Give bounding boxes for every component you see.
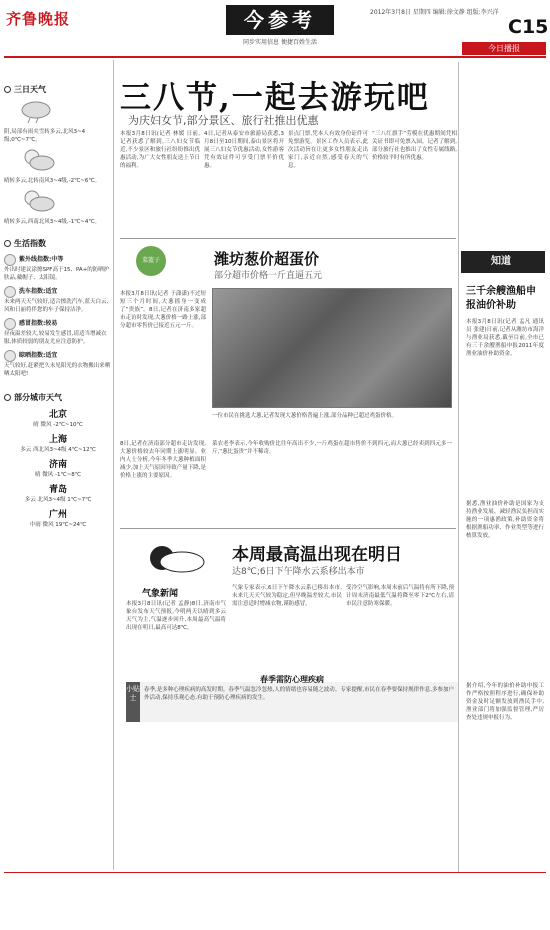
cloudy-rain-icon	[18, 98, 58, 124]
city-weather: 晴 微风 -1℃~8℃	[35, 472, 81, 478]
index-item	[4, 318, 112, 346]
city-weather: 多云 西北风3~4级 4℃~12℃	[20, 447, 96, 453]
top-rule	[4, 56, 546, 58]
section-rule	[120, 238, 456, 239]
bullet-icon	[4, 86, 11, 93]
article-paragraph: 受冷空气影响,本周末前后气温将有所下降,预计周末济南最低气温将降至零下2℃左右,请市民注意防寒保暖。	[346, 585, 454, 607]
right-headline: 三千余艘渔船申报油价补助	[466, 286, 536, 311]
day-forecast: 阴,局部有雨夹雪转多云,北风3~4级,0℃~7℃。	[4, 129, 86, 143]
index-desc: 天气较好,赶紧把久未见阳光的衣物搬出来晒晒太阳吧!	[4, 363, 111, 377]
scallion-photo	[212, 288, 452, 408]
article-headline: 潍坊葱价超蛋价	[214, 250, 320, 268]
city-name: 上海	[48, 435, 67, 445]
weather-title: 三日天气	[14, 85, 46, 94]
index-heading	[4, 238, 112, 249]
article-headline: 本周最高温出现在明日	[232, 545, 402, 565]
city-name: 广州	[48, 510, 67, 520]
city-weather: 晴 微风 -2℃~10℃	[33, 422, 83, 428]
index-item	[4, 350, 112, 378]
dateline: 2012年3月8日 星期四 编辑:徐文静 组版:李兴洋	[370, 9, 499, 16]
city-item	[4, 432, 112, 453]
weather-news-icon	[142, 542, 214, 584]
photo-caption: 一位市民在挑选大葱,记者发现大葱价格普遍上涨,部分品种已超过鸡蛋价格。	[212, 413, 397, 419]
article-subheadline: 达8℃;6日下午降水云系移出本市	[232, 567, 365, 577]
cities-heading	[4, 392, 112, 403]
right-paragraph: 本报3月8日讯(记者 孟凡 通讯员 张建)日前,记者从潍坊市海洋与渔业局获悉,截至目前,全市已有三千余艘渔船申报2011年度渔业油价补助资金。	[466, 319, 544, 357]
page-number: C15	[508, 16, 549, 38]
lead-paragraph: “三八红旗手”劳模在优惠期间凭相关证书即可免票入园。记者了解到,部分旅行社也推出了女性专属线路,价格较平时有所优惠。	[372, 131, 457, 161]
index-desc: 昼夜温差较大,较易发生感冒,请适当增减衣服,体质较弱的朋友尤应注意防护。	[4, 331, 107, 345]
city-name: 青岛	[48, 485, 67, 495]
right-paragraph: 据介绍,今年的油价补助申报工作严格按照程序进行,确保补助资金及时足额发放到渔民手中,渔业部门将加强监督管理,严厉查处违规申报行为。	[466, 683, 544, 721]
lead-paragraph: 4日,记者从泰安市旅游局获悉,3月8日至10日期间,泰山景区将开展三八妇女节优惠活动,女性游客凭有效证件可享受门票半价优惠。	[204, 131, 284, 169]
sun-cloud-icon	[18, 188, 58, 214]
article-paragraph: 本报3月8日讯(记者 于潇潇)不过短短三个月时间,大葱摇身一变成了“贵族”。8日,记者在济南多家超市走访时发现,大葱价格一路上涨,部分超市零售价已接近五元一斤。	[120, 291, 206, 329]
vegetable-basket-badge	[136, 246, 166, 276]
article-paragraph: 8日,记者在济南部分超市走访发现,大葱价格较去年同期上涨明显。业内人士分析,今年冬季大葱种植面积减少,加上天气原因导致产量下降,是价格上涨的主要原因。	[120, 441, 206, 479]
city-name: 济南	[48, 460, 67, 470]
article-paragraph: 气象专家表示,6日下午降水云系已移出本市,未来几天天气较为稳定,但早晚温差较大,市民需注意适时增减衣物,谨防感冒。	[232, 585, 342, 607]
city-weather: 多云 北风3~4级 1℃~7℃	[24, 497, 92, 503]
city-item	[4, 482, 112, 503]
lead-paragraph: 景点门票,凭本人有效身份证件可免票游览。景区工作人员表示,此次活动旨在让更多女性朋友走出家门,亲近自然,感受春天的气息。	[288, 131, 368, 169]
article-paragraph: 本报3月8日讯(记者 孟静)8日,济南市气象台发布天气预报,今明两天以晴到多云天气为主,气温逐步回升,本周最高气温将出现在明日,最高可达8℃。	[126, 601, 226, 631]
lead-headline: 三八节,一起去游玩吧	[120, 80, 430, 116]
know-section-header	[461, 251, 545, 273]
column-divider	[458, 62, 459, 872]
lead-paragraph: 本报3月8日讯(记者 林媛 日前,记者获悉了解到,三八妇女节临近,不少景区和旅行社纷纷推出优惠活动,为广大女性朋友送上节日的福利。	[120, 131, 200, 169]
city-name: 北京	[48, 410, 67, 420]
bottom-rule	[4, 872, 546, 873]
drying-icon	[4, 350, 16, 362]
car-wash-icon	[4, 286, 16, 298]
index-title: 生活指数	[14, 239, 46, 248]
city-item	[4, 507, 112, 528]
tips-title: 春季需防心理疾病	[260, 675, 324, 684]
cold-icon	[4, 318, 16, 330]
right-paragraph: 据悉,渔业油价补助是国家为支持渔业发展、减轻渔民负担而实施的一项惠渔政策,补助资金将根据渔船功率、作业类型等进行核算发放。	[466, 501, 544, 539]
cities-title: 部分城市天气	[14, 393, 62, 402]
index-item	[4, 254, 112, 282]
sun-cloud-icon	[18, 147, 58, 173]
index-name: 晾晒指数:适宜	[19, 352, 58, 359]
city-item	[4, 457, 112, 478]
index-desc: 外出时建议涂擦SPF高于15、PA+的防晒护肤品,戴帽子、太阳镜。	[4, 267, 110, 281]
badge-label: 菜篮子	[141, 257, 160, 264]
bullet-icon	[4, 240, 11, 247]
index-name: 感冒指数:较易	[19, 320, 58, 327]
weather-news-tag: 气象新闻	[142, 589, 179, 599]
bullet-icon	[4, 394, 11, 401]
article-subheadline: 部分超市价格一斤直逼五元	[214, 271, 323, 281]
day-forecast: 晴转多云,西南北风3~4级,-1℃~4℃。	[4, 219, 101, 225]
city-weather: 中雨 微风 19℃~24℃	[29, 522, 87, 528]
city-item	[4, 407, 112, 428]
left-column	[4, 60, 112, 872]
section-rule	[120, 528, 456, 529]
index-item	[4, 286, 112, 314]
day-forecast: 晴转多云,北转南风3~4级,-2℃~6℃。	[4, 178, 101, 184]
banner-subtitle: 同步实用信息 便捷百姓生活	[243, 39, 317, 46]
newspaper-logo: 齐鲁晚报	[6, 10, 71, 28]
uv-icon	[4, 254, 16, 266]
know-title: 知道	[491, 256, 511, 267]
section-label: 今日播报	[462, 42, 546, 55]
section-banner: 今参考	[226, 5, 334, 35]
index-name: 洗车指数:适宜	[19, 288, 58, 295]
tips-tag: 小贴士	[126, 682, 140, 722]
weather-heading	[4, 84, 112, 95]
column-divider	[113, 60, 114, 870]
index-desc: 未来两天天气较好,适合擦洗汽车,蓝天白云、风和日丽将伴您的车子保持洁净。	[4, 299, 112, 313]
tips-text: 春季,是多种心理疾病的高发时期。春季气温忽冷忽热,人的情绪也容易随之波动。专家提醒,市民在春季要保持规律作息,多参加户外活动,保持乐观心态,有助于预防心理疾病的发生。	[144, 687, 454, 701]
lead-subheadline: 为庆妇女节,部分景区、旅行社推出优惠	[128, 114, 319, 127]
article-paragraph: 菜农老李表示,今年收购价比往年高出不少,一斤鸡蛋在超市售价不到四元,而大葱已经卖到四元多一斤,“葱比蛋贵”并不稀奇。	[212, 441, 452, 455]
index-name: 紫外线指数:中等	[19, 256, 64, 263]
